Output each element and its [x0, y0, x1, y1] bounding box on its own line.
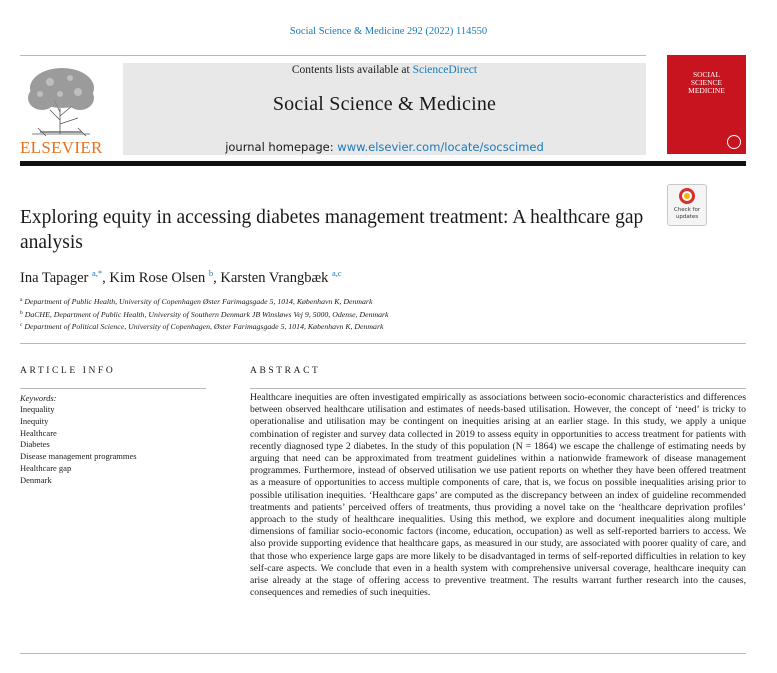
author-sup[interactable]: a,* — [91, 268, 103, 278]
footer-rule — [20, 653, 746, 654]
affiliation — [20, 322, 383, 331]
keyword: Healthcare — [20, 427, 57, 438]
section-rule — [20, 343, 746, 344]
affiliation-marker: a — [20, 297, 23, 303]
author-sup[interactable]: a,c — [332, 268, 342, 278]
affiliation — [20, 310, 389, 319]
cover-title — [667, 71, 746, 95]
keyword-list — [20, 404, 137, 487]
affiliation-text: Department of Political Science, University of Copenhagen, Øster Farimagsgade 5, 1014, København K, Denmark — [24, 322, 384, 331]
keyword: Inequity — [20, 415, 49, 426]
header-thick-rule — [20, 161, 746, 166]
header-rule — [20, 55, 646, 56]
elsevier-logo[interactable] — [20, 62, 105, 158]
keyword: Healthcare gap — [20, 462, 72, 473]
check-line2: updates — [675, 213, 699, 220]
keywords-label: Keywords: — [20, 393, 57, 403]
check-for-updates-label — [668, 207, 706, 220]
contents-prefix: Contents lists available at — [291, 64, 413, 76]
homepage-line — [123, 140, 646, 154]
author-name[interactable]: Ina Tapager — [20, 270, 89, 286]
keyword: Disease management programmes — [20, 451, 137, 462]
homepage-prefix: journal homepage: — [225, 140, 338, 154]
affiliation-text: DaCHE, Department of Public Health, University of Southern Denmark JB Winsløws Vej 9, 5000, Odense, Denmark — [24, 310, 389, 319]
keyword: Denmark — [20, 474, 52, 485]
abstract-text: Healthcare inequities are often investigated empirically as associations between socio-economic characteristics and differences between observed healthcare utilisation and estimates of needs-based utilisation. However, the concept of ‘need’ is tricky to operationalise and utilisation may be contingent on inequities arising at an earlier stage. In this study, we apply a unique combination of register and survey data collected in 2019 to assess equity in opportunities to access treatment for patients with recently diagnosed type 2 diabetes. In the study of this population (N = 1864) we escape the challenge of estimating needs by arguing that need can be approximated from treatment guidelines within a nationwide framework of disease management programmes. Furthermore, instead of observed utilisation we use patient reports on whether they have been offered treatment as a measure of opportunities to access multiple components of care, that is, we focus on possible inequalities arising prior to possible utilisation inequities. ‘Healthcare gaps’ are computed as the discrepancy between an index of guideline recommended treatments and patients’ perceived offers of treatments, thus providing a novel take on the ‘healthcare deprivation profiles’ approach to the study of healthcare inequalities. Using this method, we explore and document inequalities along multiple dimensions of familiar socio-economic factors (income, education, occupation) as well as self-reported barriers to access. We also provide supporting evidence that healthcare gaps, as measured in our study, are associated with poorer quality of care, and that those who experience large gaps are more likely to be disadvantaged in terms of self-reported difficulties in relation to key self-care aspects. We conclude that even in a health system with comprehensive universal coverage, healthcare inequity can arise already at the stage of offering access to preventive treatment. The results warrant further research into the causes, consequences and remedies of such inequities. — [250, 392, 746, 599]
affiliation — [20, 297, 372, 306]
homepage-link[interactable]: www.elsevier.com/locate/socscimed — [337, 140, 544, 154]
journal-cover[interactable] — [667, 55, 746, 154]
abstract-rule — [250, 388, 746, 389]
crossmark-icon — [679, 188, 695, 204]
cover-publisher-icon — [727, 135, 741, 149]
contents-line — [123, 64, 646, 76]
author-list: Ina Tapager $^{a,*}$, Kim Rose Olsen $^b$, Karsten Vrangbæk $^{a,c}$ — [20, 268, 342, 286]
cover-title-line3: MEDICINE — [688, 86, 725, 95]
keyword: Diabetes — [20, 439, 50, 450]
journal-citation[interactable]: Social Science & Medicine 292 (2022) 114550 — [289, 26, 488, 37]
cover-title-line2: SCIENCE — [690, 78, 723, 87]
affiliation-marker: b — [20, 310, 23, 316]
check-line1: Check for — [673, 207, 701, 213]
article-info-rule — [20, 388, 206, 389]
check-for-updates-button[interactable] — [667, 184, 707, 226]
keyword: Inequality — [20, 404, 55, 414]
abstract-heading: ABSTRACT — [250, 366, 321, 376]
cover-title-line1: SOCIAL — [692, 70, 721, 79]
author-sup[interactable]: b — [208, 268, 214, 278]
affiliation-marker: c — [20, 322, 23, 328]
affiliation-text: Department of Public Health, University of Copenhagen Øster Farimagsgade 5, 1014, København K, Denmark — [24, 297, 373, 306]
article-title: Exploring equity in accessing diabetes management treatment: A healthcare gap analysis — [20, 207, 644, 253]
publisher-wordmark: ELSEVIER — [20, 138, 103, 157]
author-name[interactable]: Karsten Vrangbæk — [220, 270, 329, 286]
sciencedirect-link[interactable]: ScienceDirect — [412, 64, 478, 76]
journal-title: Social Science & Medicine — [272, 93, 497, 115]
article-info-heading: ARTICLE INFO — [20, 366, 116, 376]
author-name[interactable]: Kim Rose Olsen — [109, 270, 206, 286]
